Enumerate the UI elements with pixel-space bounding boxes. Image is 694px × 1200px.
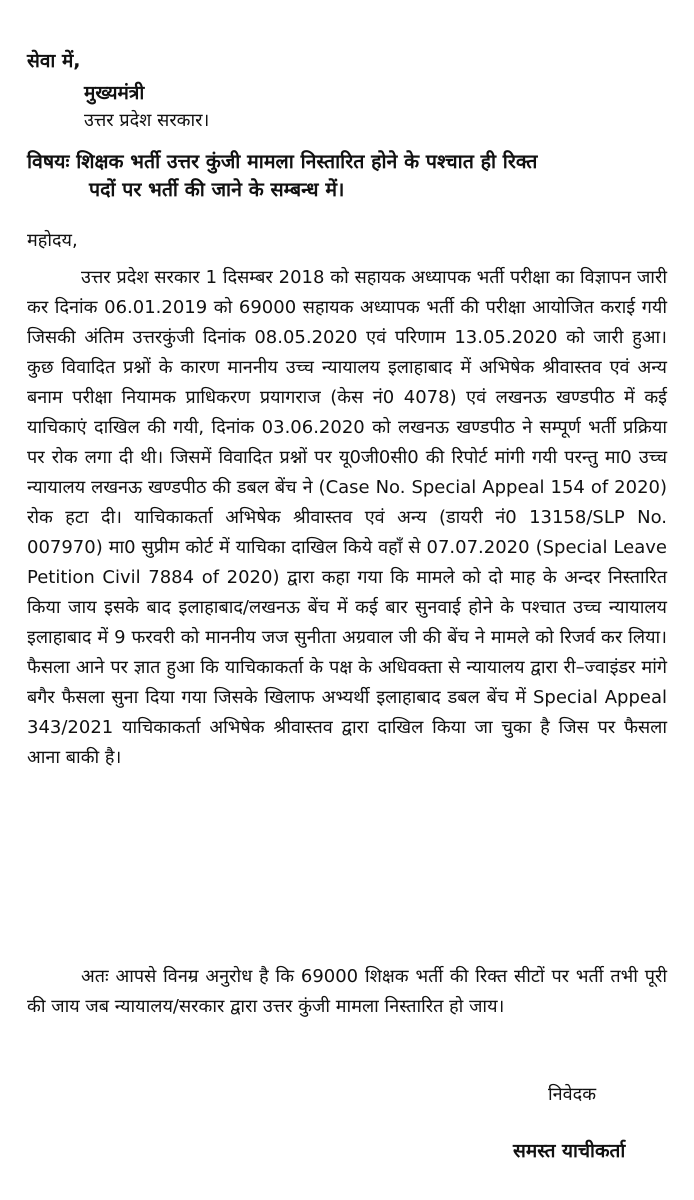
addressee-chief-minister: मुख्यमंत्री: [84, 82, 145, 104]
body-paragraph-2: अतः आपसे विनम्र अनुरोध है कि 69000 शिक्षक भर्ती की रिक्त सीटों पर भर्ती तभी पूरी की जाय जब न्यायालय/सरकार द्वारा उत्तर कुंजी मामला निस्तारित हो जाय।: [27, 966, 667, 1017]
subject-line-2: पदों पर भर्ती की जाने के सम्बन्ध में।: [89, 178, 345, 201]
closing-nivedak: निवेदक: [548, 1084, 597, 1105]
addressee-seva-mein: सेवा में,: [27, 50, 81, 72]
addressee-up-government: उत्तर प्रदेश सरकार।: [84, 110, 210, 131]
salutation: महोदय,: [27, 230, 78, 251]
body-paragraph-1: उत्तर प्रदेश सरकार 1 दिसम्बर 2018 को सहायक अध्यापक भर्ती परीक्षा का विज्ञापन जारी कर दिनांक 06.01.2019 को 69000 सहायक अध्यापक भर्ती की परीक्षा आयोजित कराई गयी जिसकी अंतिम उत्तरकुंजी दिनांक 08.05.2020 एवं परिणाम 13.05.2020 को जारी हुआ। कुछ विवादित प्रश्नों के कारण माननीय उच्च न्यायालय इलाहाबाद में अभिषेक श्रीवास्तव एवं अन्य बनाम परीक्षा नियामक प्राधिकरण प्रयागराज (केस नं0 4078) एवं लखनऊ खण्डपीठ में कई याचिकाएं दाखिल की गयी, दिनांक 03.06.2020 को लखनऊ खण्डपीठ ने सम्पूर्ण भर्ती प्रक्रिया पर रोक लगा दी थी। जिसमें विवादित प्रश्नों पर यू0जी0सी0 की रिपोर्ट मांगी गयी परन्तु मा0 उच्च न्यायालय लखनऊ खण्डपीठ की डबल बेंच ने (Case No. Special Appeal 154 of 2020) रोक हटा दी। याचिकाकर्ता अभिषेक श्रीवास्तव एवं अन्य (डायरी नं0 13158/SLP No. 007970) मा0 सुप्रीम कोर्ट में याचिका दाखिल किये वहाँ से 07.07.2020 (Special Leave Petition Civil 7884 of 2020) द्वारा कहा गया कि मामले को दो माह के अन्दर निस्तारित किया जाय इसके बाद इलाहाबाद/लखनऊ बेंच में कई बार सुनवाई होने के पश्चात उच्च न्यायालय इलाहाबाद में 9 फरवरी को माननीय जज सुनीता अग्रवाल जी की बेंच ने मामले को रिजर्व कर लिया। फैसला आने पर ज्ञात हुआ कि याचिकाकर्ता के पक्ष के अधिवक्ता से न्यायालय द्वारा री–ज्वाइंडर मांगे बगैर फैसला सुना दिया गया जिसके खिलाफ अभ्यर्थी इलाहाबाद डबल बेंच में Special Appeal 343/2021 याचिकाकर्ता अभिषेक श्रीवास्तव द्वारा दाखिल किया जा चुका है जिस पर फैसला आना बाकी है।: [27, 267, 667, 768]
closing-signature: समस्त याचीकर्ता: [513, 1140, 626, 1162]
subject-block: [27, 148, 672, 204]
subject-line-1: विषयः शिक्षक भर्ती उत्तर कुंजी मामला निस्तारित होने के पश्चात ही रिक्त: [27, 150, 538, 173]
